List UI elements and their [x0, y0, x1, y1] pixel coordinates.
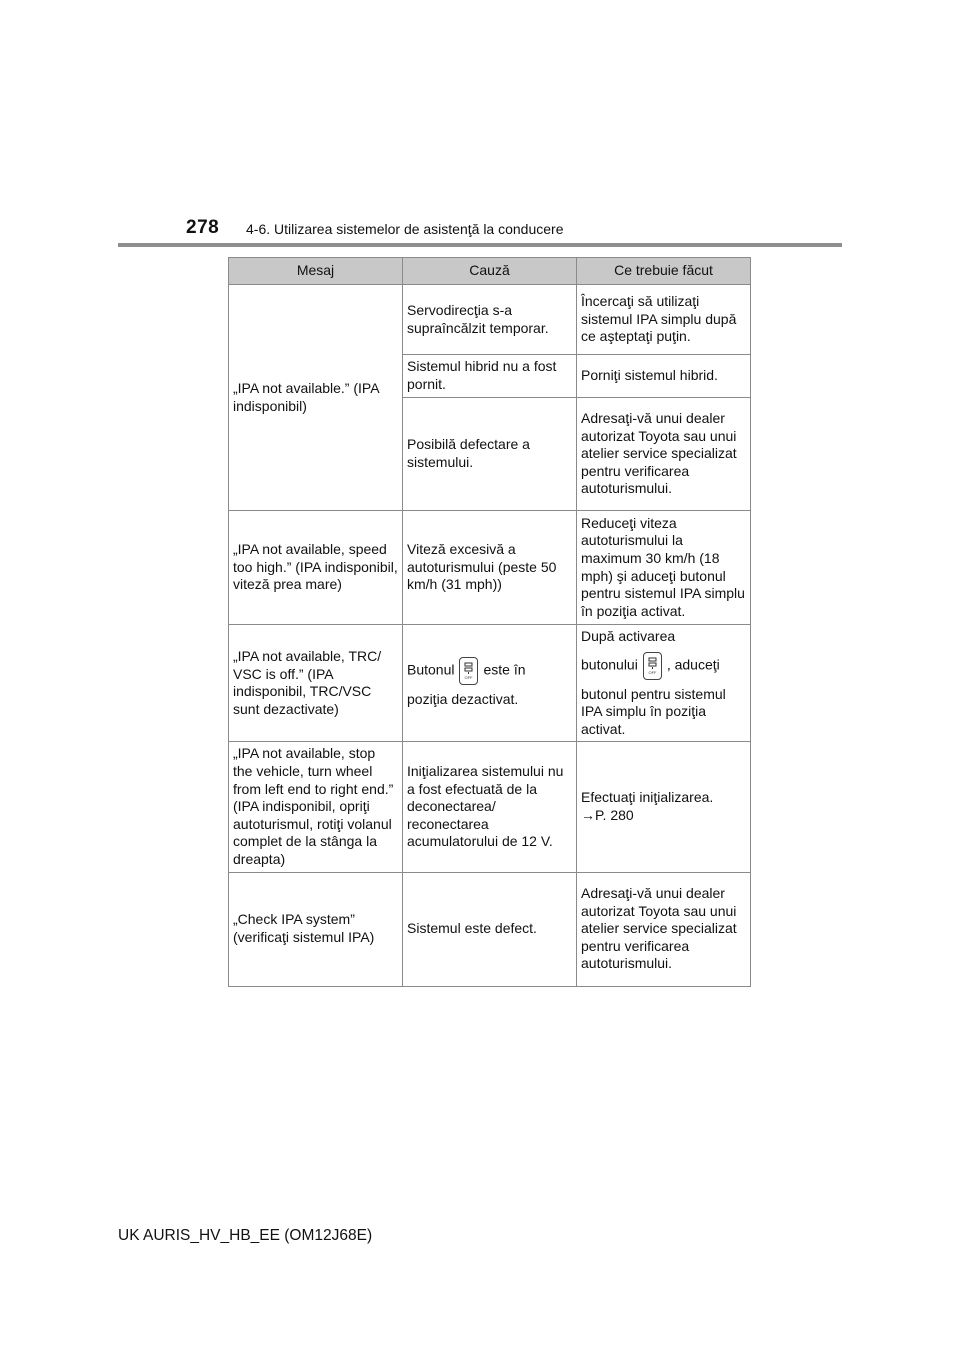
cause-cell: Iniţializarea sistemului nu a fost efectuată de la deconectarea/ reconectarea acumulatorului de 12 V.: [403, 742, 577, 872]
action-cell: Adresaţi-vă unui dealer autorizat Toyota sau unui atelier service specializat pentru verificarea autoturismului.: [577, 872, 751, 986]
action-cell: Încercaţi să utilizaţi sistemul IPA simplu după ce aşteptaţi puţin.: [577, 285, 751, 355]
cause-cell: Viteză excesivă a autoturismului (peste 50 km/h (31 mph)): [403, 511, 577, 625]
svg-text:OFF: OFF: [648, 669, 657, 675]
action-text-line3: butonul pentru sistemul IPA simplu în poziţia activat.: [581, 685, 726, 737]
action-text: Efectuaţi iniţializarea.: [581, 789, 714, 806]
table-row: [229, 742, 751, 872]
message-cell: „IPA not available, TRC/ VSC is off.” (IPA indisponibil, TRC/VSC sunt dezactivate): [229, 625, 403, 742]
action-cell: Porniţi sistemul hibrid.: [577, 355, 751, 398]
ipa-message-table: [228, 257, 751, 987]
action-text-after-icon: , aduceţi: [666, 656, 720, 673]
cause-text-line2: poziţia dezactivat.: [407, 691, 519, 708]
ipa-button-icon: [643, 652, 662, 680]
table-row: [229, 511, 751, 625]
page-reference: →P. 280: [581, 806, 634, 823]
table-header-row: [229, 258, 751, 285]
action-cell: [577, 742, 751, 872]
cause-cell: Posibilă defectare a sistemului.: [403, 398, 577, 511]
chapter-title: 4-6. Utilizarea sistemelor de asistenţă la conducere: [246, 221, 564, 237]
table-row: [229, 625, 751, 742]
cause-cell: Sistemul este defect.: [403, 872, 577, 986]
message-cell: „IPA not available, speed too high.” (IPA indisponibil, viteză prea mare): [229, 511, 403, 625]
action-cell: Reduceţi viteza autoturismului la maximum 30 km/h (18 mph) şi aduceţi butonul pentru sistemul IPA simplu în poziţia activat.: [577, 511, 751, 625]
table-row: [229, 285, 751, 355]
cause-text-after-icon: este în: [483, 662, 526, 679]
column-header-message: Mesaj: [229, 258, 403, 285]
action-cell: Adresaţi-vă unui dealer autorizat Toyota sau unui atelier service specializat pentru verificarea autoturismului.: [577, 398, 751, 511]
cause-cell: Servodirecţia s-a supraîncălzit temporar.: [403, 285, 577, 355]
action-text-before-icon: butonului: [581, 656, 638, 673]
document-code: UK AURIS_HV_HB_EE (OM12J68E): [118, 1227, 373, 1244]
column-header-cause: Cauză: [403, 258, 577, 285]
message-cell: „IPA not available.” (IPA indisponibil): [229, 285, 403, 511]
cause-cell: Sistemul hibrid nu a fost pornit.: [403, 355, 577, 398]
page-number: 278: [186, 217, 220, 238]
header-divider: [118, 243, 842, 247]
action-cell: [577, 625, 751, 742]
message-cell: „IPA not available, stop the vehicle, turn wheel from left end to right end.” (IPA indisponibil, opriţi autoturismul, rotiţi volanul complet de la stânga la dreapta): [229, 742, 403, 872]
table-row: [229, 872, 751, 986]
action-text-line1: După activarea: [581, 628, 676, 644]
cause-text-before-icon: Butonul: [407, 662, 455, 679]
message-cell: „Check IPA system” (verificaţi sistemul IPA): [229, 872, 403, 986]
column-header-action: Ce trebuie făcut: [577, 258, 751, 285]
svg-text:OFF: OFF: [464, 675, 473, 681]
cause-cell: [403, 625, 577, 742]
ipa-button-icon: [459, 657, 478, 685]
